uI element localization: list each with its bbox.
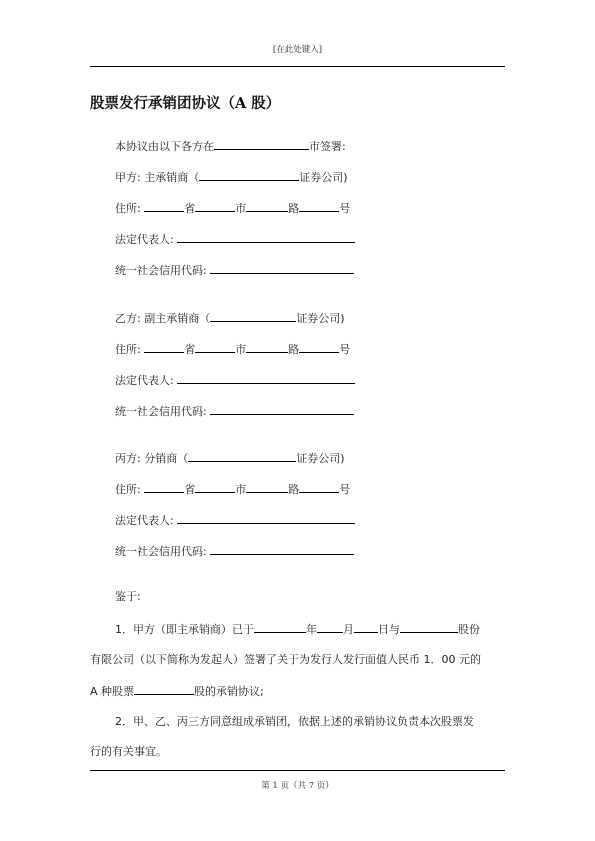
shares-blank[interactable]	[134, 683, 194, 695]
rep-label: 法定代表人:	[115, 514, 174, 527]
code-label: 统一社会信用代码:	[115, 264, 207, 277]
road-blank[interactable]	[246, 341, 288, 353]
city-blank[interactable]	[195, 481, 235, 493]
road-blank[interactable]	[246, 481, 288, 493]
road-label: 路	[288, 202, 300, 215]
clause-1-prefix: 1．甲方（即主承销商）已于	[115, 623, 254, 636]
party-b-code	[115, 403, 354, 419]
rep-label: 法定代表人:	[115, 233, 174, 246]
header-divider	[90, 66, 505, 67]
party-a-line	[115, 169, 348, 185]
intro-suffix: 市签署:	[309, 140, 346, 153]
clause-1-line-3-suffix: 股的承销协议;	[194, 685, 264, 698]
rep-blank[interactable]	[177, 372, 355, 384]
code-blank[interactable]	[210, 403, 354, 415]
party-b-rep	[115, 372, 355, 388]
clause-1-line-1	[115, 621, 480, 637]
intro-line	[115, 138, 346, 154]
province-blank[interactable]	[144, 481, 184, 493]
party-c-line	[115, 450, 345, 466]
city-label: 市	[235, 343, 247, 356]
province-label: 省	[184, 483, 196, 496]
number-blank[interactable]	[299, 341, 339, 353]
clause-2-line-2: 行的有关事宜。	[90, 745, 167, 758]
page-header: [在此处键入]	[272, 45, 323, 55]
number-label: 号	[339, 343, 351, 356]
clause-1-suffix: 股份	[458, 623, 480, 636]
party-b-label: 乙方: 副主承销商（	[115, 312, 211, 325]
party-b-line	[115, 310, 345, 326]
city-blank[interactable]	[195, 341, 235, 353]
code-label: 统一社会信用代码:	[115, 405, 207, 418]
intro-prefix: 本协议由以下各方在	[115, 140, 214, 153]
month-blank[interactable]	[317, 621, 343, 633]
number-label: 号	[339, 202, 351, 215]
clause-2-line-1: 2．甲、乙、丙三方同意组成承销团，依据上述的承销协议负责本次股票发	[115, 715, 474, 728]
province-label: 省	[184, 343, 196, 356]
city-blank[interactable]	[214, 138, 309, 150]
party-c-name-blank[interactable]	[188, 450, 296, 462]
month-label: 月	[343, 623, 354, 636]
code-blank[interactable]	[210, 543, 354, 555]
party-c-address	[115, 481, 350, 497]
road-label: 路	[288, 343, 300, 356]
document-title: 股票发行承销团协议（A 股）	[90, 95, 281, 112]
party-a-suffix: 证券公司)	[299, 171, 348, 184]
address-label: 住所:	[115, 343, 141, 356]
number-label: 号	[339, 483, 351, 496]
road-blank[interactable]	[246, 200, 288, 212]
rep-blank[interactable]	[177, 512, 355, 524]
code-blank[interactable]	[210, 262, 354, 274]
city-label: 市	[235, 202, 247, 215]
footer-divider	[90, 770, 505, 771]
number-blank[interactable]	[299, 481, 339, 493]
party-a-rep	[115, 231, 355, 247]
party-b-name-blank[interactable]	[210, 310, 296, 322]
year-blank[interactable]	[254, 621, 306, 633]
clause-1-line-3-prefix: A 种股票	[90, 685, 135, 698]
party-a-label: 甲方: 主承销商（	[115, 171, 200, 184]
code-label: 统一社会信用代码:	[115, 545, 207, 558]
clause-1-line-3	[90, 683, 505, 699]
party-c-label: 丙方: 分销商（	[115, 452, 189, 465]
rep-label: 法定代表人:	[115, 374, 174, 387]
party-c-code	[115, 543, 354, 559]
day-label: 日与	[378, 623, 400, 636]
page-footer: 第 1 页（共 7 页）	[261, 781, 334, 791]
party-a-address	[115, 200, 350, 216]
province-label: 省	[184, 202, 196, 215]
day-blank[interactable]	[354, 621, 378, 633]
issuer-blank[interactable]	[400, 621, 458, 633]
clause-1-line-2: 有限公司（以下简称为发起人）签署了关于为发行人发行面值人民币 1．00 元的	[90, 653, 481, 666]
address-label: 住所:	[115, 202, 141, 215]
party-c-rep	[115, 512, 355, 528]
address-label: 住所:	[115, 483, 141, 496]
party-b-suffix: 证券公司)	[296, 312, 345, 325]
rep-blank[interactable]	[177, 231, 355, 243]
party-c-suffix: 证券公司)	[296, 452, 345, 465]
party-b-address	[115, 341, 350, 357]
province-blank[interactable]	[144, 200, 184, 212]
year-label: 年	[306, 623, 317, 636]
whereas-heading: 鉴于:	[115, 590, 141, 603]
road-label: 路	[288, 483, 300, 496]
party-a-code	[115, 262, 354, 278]
number-blank[interactable]	[299, 200, 339, 212]
province-blank[interactable]	[144, 341, 184, 353]
city-label: 市	[235, 483, 247, 496]
party-a-name-blank[interactable]	[199, 169, 299, 181]
city-blank[interactable]	[195, 200, 235, 212]
